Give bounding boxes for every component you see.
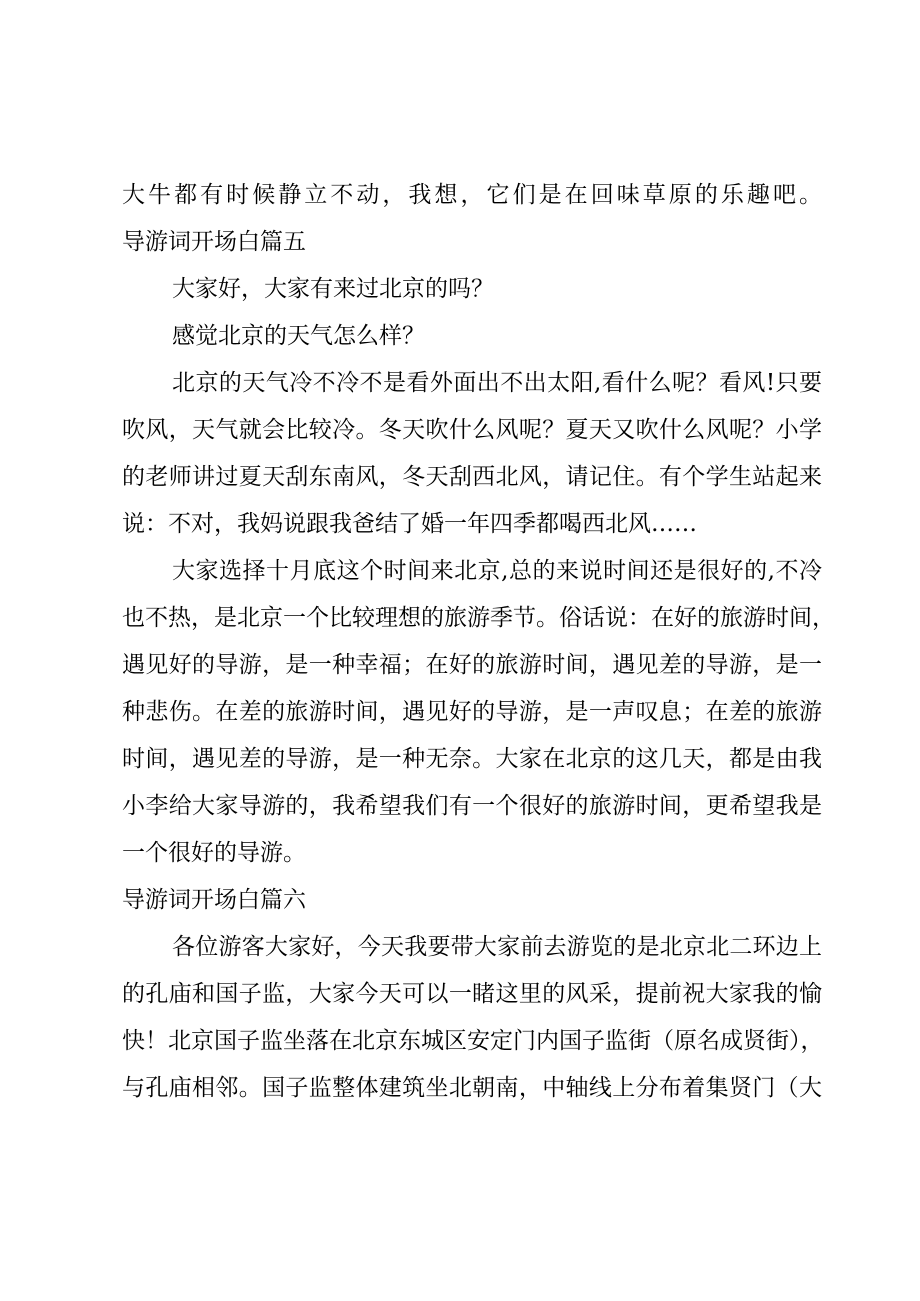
paragraph-line: 北京的天气冷不冷不是看外面出不出太阳,看什么呢？看风!只要 bbox=[172, 370, 822, 396]
paragraph-season bbox=[122, 548, 835, 877]
paragraph-line: 时间，遇见差的导游，是一种无奈。大家在北京的这几天，都是由我 bbox=[122, 746, 822, 772]
paragraph-line: 的老师讲过夏天刮东南风，冬天刮西北风，请记住。有个学生站起来 bbox=[122, 464, 822, 490]
paragraph-greeting bbox=[122, 266, 822, 313]
paragraph-wind bbox=[122, 360, 822, 548]
section-heading-six: 导游词开场白篇六 bbox=[122, 887, 306, 913]
continuation-line: 大牛都有时候静立不动，我想，它们是在回味草原的乐趣吧。 bbox=[122, 182, 822, 208]
paragraph-line: 与孔庙相邻。国子监整体建筑坐北朝南，中轴线上分布着集贤门（大 bbox=[122, 1075, 822, 1101]
paragraph-line: 感觉北京的天气怎么样？ bbox=[172, 323, 425, 349]
section-heading-five: 导游词开场白篇五 bbox=[122, 229, 306, 255]
document-body bbox=[122, 172, 835, 1112]
paragraph-line: 遇见好的导游，是一种幸福；在好的旅游时间，遇见差的导游，是一 bbox=[122, 652, 822, 678]
paragraph-line: 大家选择十月底这个时间来北京,总的来说时间还是很好的,不冷 bbox=[172, 558, 822, 584]
paragraph-line: 小李给大家导游的，我希望我们有一个很好的旅游时间，更希望我是 bbox=[122, 793, 822, 819]
paragraph-weather-question bbox=[122, 313, 822, 360]
paragraph-line: 各位游客大家好，今天我要带大家前去游览的是北京北二环边上 bbox=[172, 934, 822, 960]
paragraph-line: 种悲伤。在差的旅游时间，遇见好的导游，是一声叹息；在差的旅游 bbox=[122, 699, 822, 725]
paragraph-line: 的孔庙和国子监，大家今天可以一睹这里的风采，提前祝大家我的愉 bbox=[122, 981, 822, 1007]
paragraph-line: 快！北京国子监坐落在北京东城区安定门内国子监街（原名成贤街）， bbox=[122, 1028, 824, 1054]
paragraph-line: 大家好，大家有来过北京的吗？ bbox=[172, 276, 494, 302]
paragraph-line: 吹风，天气就会比较冷。冬天吹什么风呢？夏天又吹什么风呢？小学 bbox=[122, 417, 822, 443]
paragraph-line: 说：不对，我妈说跟我爸结了婚一年四季都喝西北风…… bbox=[122, 511, 697, 537]
paragraph-guozijian bbox=[122, 924, 822, 1112]
paragraph-line: 一个很好的导游。 bbox=[122, 840, 306, 866]
paragraph-line: 也不热，是北京一个比较理想的旅游季节。俗话说：在好的旅游时间， bbox=[122, 605, 835, 631]
